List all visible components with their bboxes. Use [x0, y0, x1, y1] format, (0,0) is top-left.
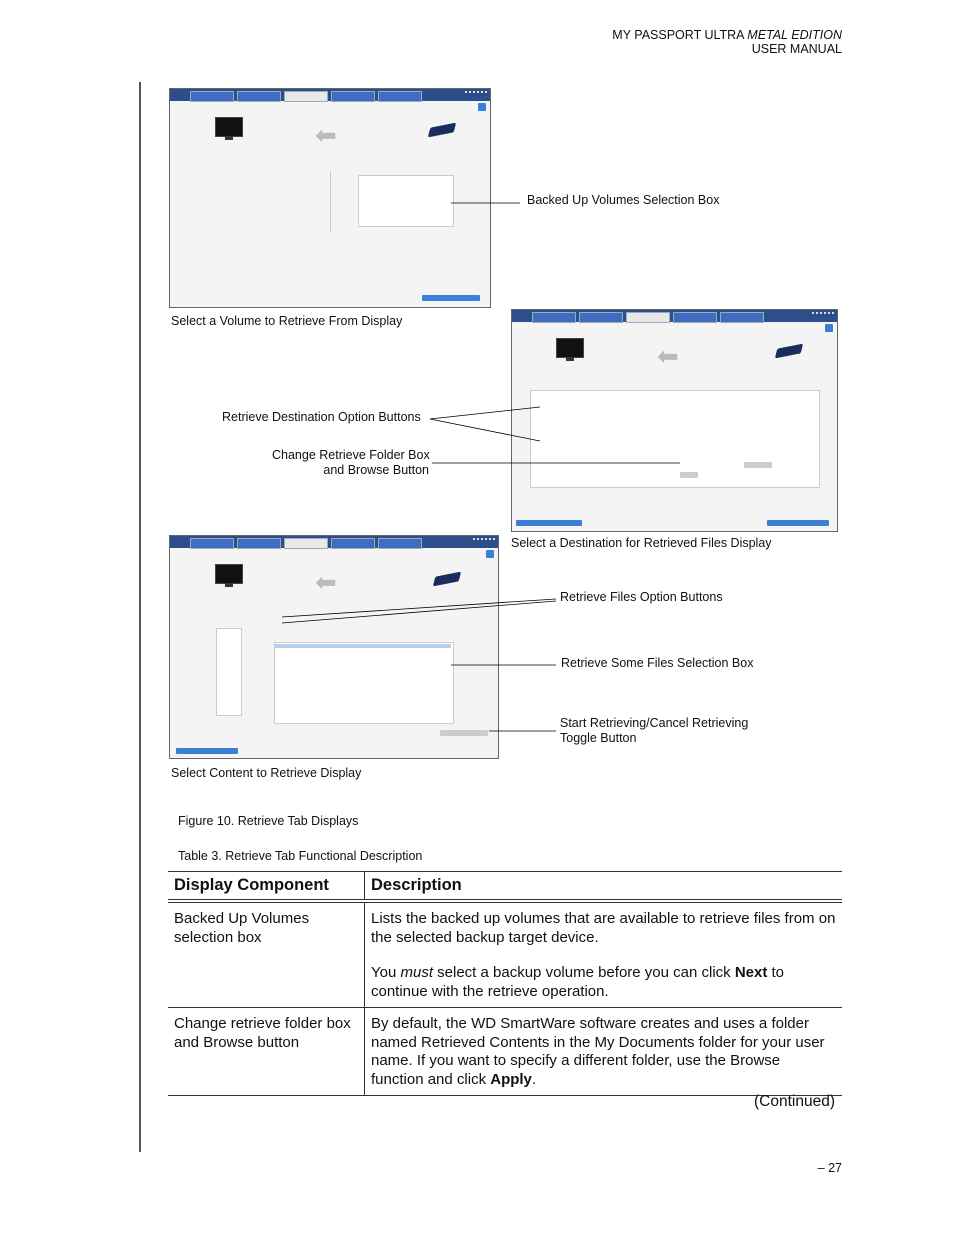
header-title-italic: METAL EDITION: [747, 28, 842, 42]
callout-change-folder: [272, 448, 429, 478]
description-cell: [365, 901, 843, 1008]
callout-start-toggle-line2: Toggle Button: [560, 731, 637, 745]
description-cell: [365, 1008, 843, 1096]
left-arrow-icon: ⬅: [315, 567, 337, 597]
functional-description-table: [168, 871, 842, 1096]
callout-retrieve-files: Retrieve Files Option Buttons: [560, 590, 723, 604]
table-row: [168, 901, 842, 1008]
left-arrow-icon: ⬅: [315, 120, 337, 150]
callout-start-toggle-line1: Start Retrieving/Cancel Retrieving: [560, 716, 749, 730]
screenshot2-caption: Select a Destination for Retrieved Files Display: [511, 536, 772, 550]
table-row: [168, 1008, 842, 1096]
continued-note: (Continued): [754, 1093, 835, 1110]
description-text: Lists the backed up volumes that are available to retrieve files from on the selected backup target device.: [371, 910, 836, 946]
header-title: MY PASSPORT ULTRA: [612, 28, 748, 42]
screenshot3-caption: Select Content to Retrieve Display: [171, 766, 362, 780]
callout-start-toggle: [560, 716, 748, 746]
left-arrow-icon: ⬅: [657, 341, 679, 371]
table-caption: Table 3. Retrieve Tab Functional Description: [178, 849, 423, 863]
callout-retrieve-destination: Retrieve Destination Option Buttons: [222, 410, 421, 424]
callout-change-folder-line2: and Browse Button: [323, 463, 429, 477]
table-header-row: [168, 872, 842, 902]
description-text: You must select a backup volume before you can click Next to continue with the retrieve operation.: [371, 964, 785, 1000]
callout-backed-up-volumes: Backed Up Volumes Selection Box: [527, 193, 720, 207]
screenshot1-caption: Select a Volume to Retrieve From Display: [171, 314, 403, 328]
component-cell: Change retrieve folder box and Browse button: [168, 1008, 365, 1096]
header-subtitle: USER MANUAL: [751, 42, 842, 56]
callout-change-folder-line1: Change Retrieve Folder Box: [272, 448, 430, 462]
callout-retrieve-some: Retrieve Some Files Selection Box: [561, 656, 754, 670]
figure-caption: Figure 10. Retrieve Tab Displays: [178, 814, 359, 828]
column-header-description: Description: [365, 872, 843, 902]
description-text: By default, the WD SmartWare software creates and uses a folder named Retrieved Contents in the My Documents folder for your user name. If you want to specify a different folder, use the Browse function and click Apply.: [371, 1015, 825, 1088]
page-number: – 27: [817, 1161, 842, 1175]
component-cell: Backed Up Volumes selection box: [168, 901, 365, 1008]
column-header-component: Display Component: [168, 872, 365, 902]
